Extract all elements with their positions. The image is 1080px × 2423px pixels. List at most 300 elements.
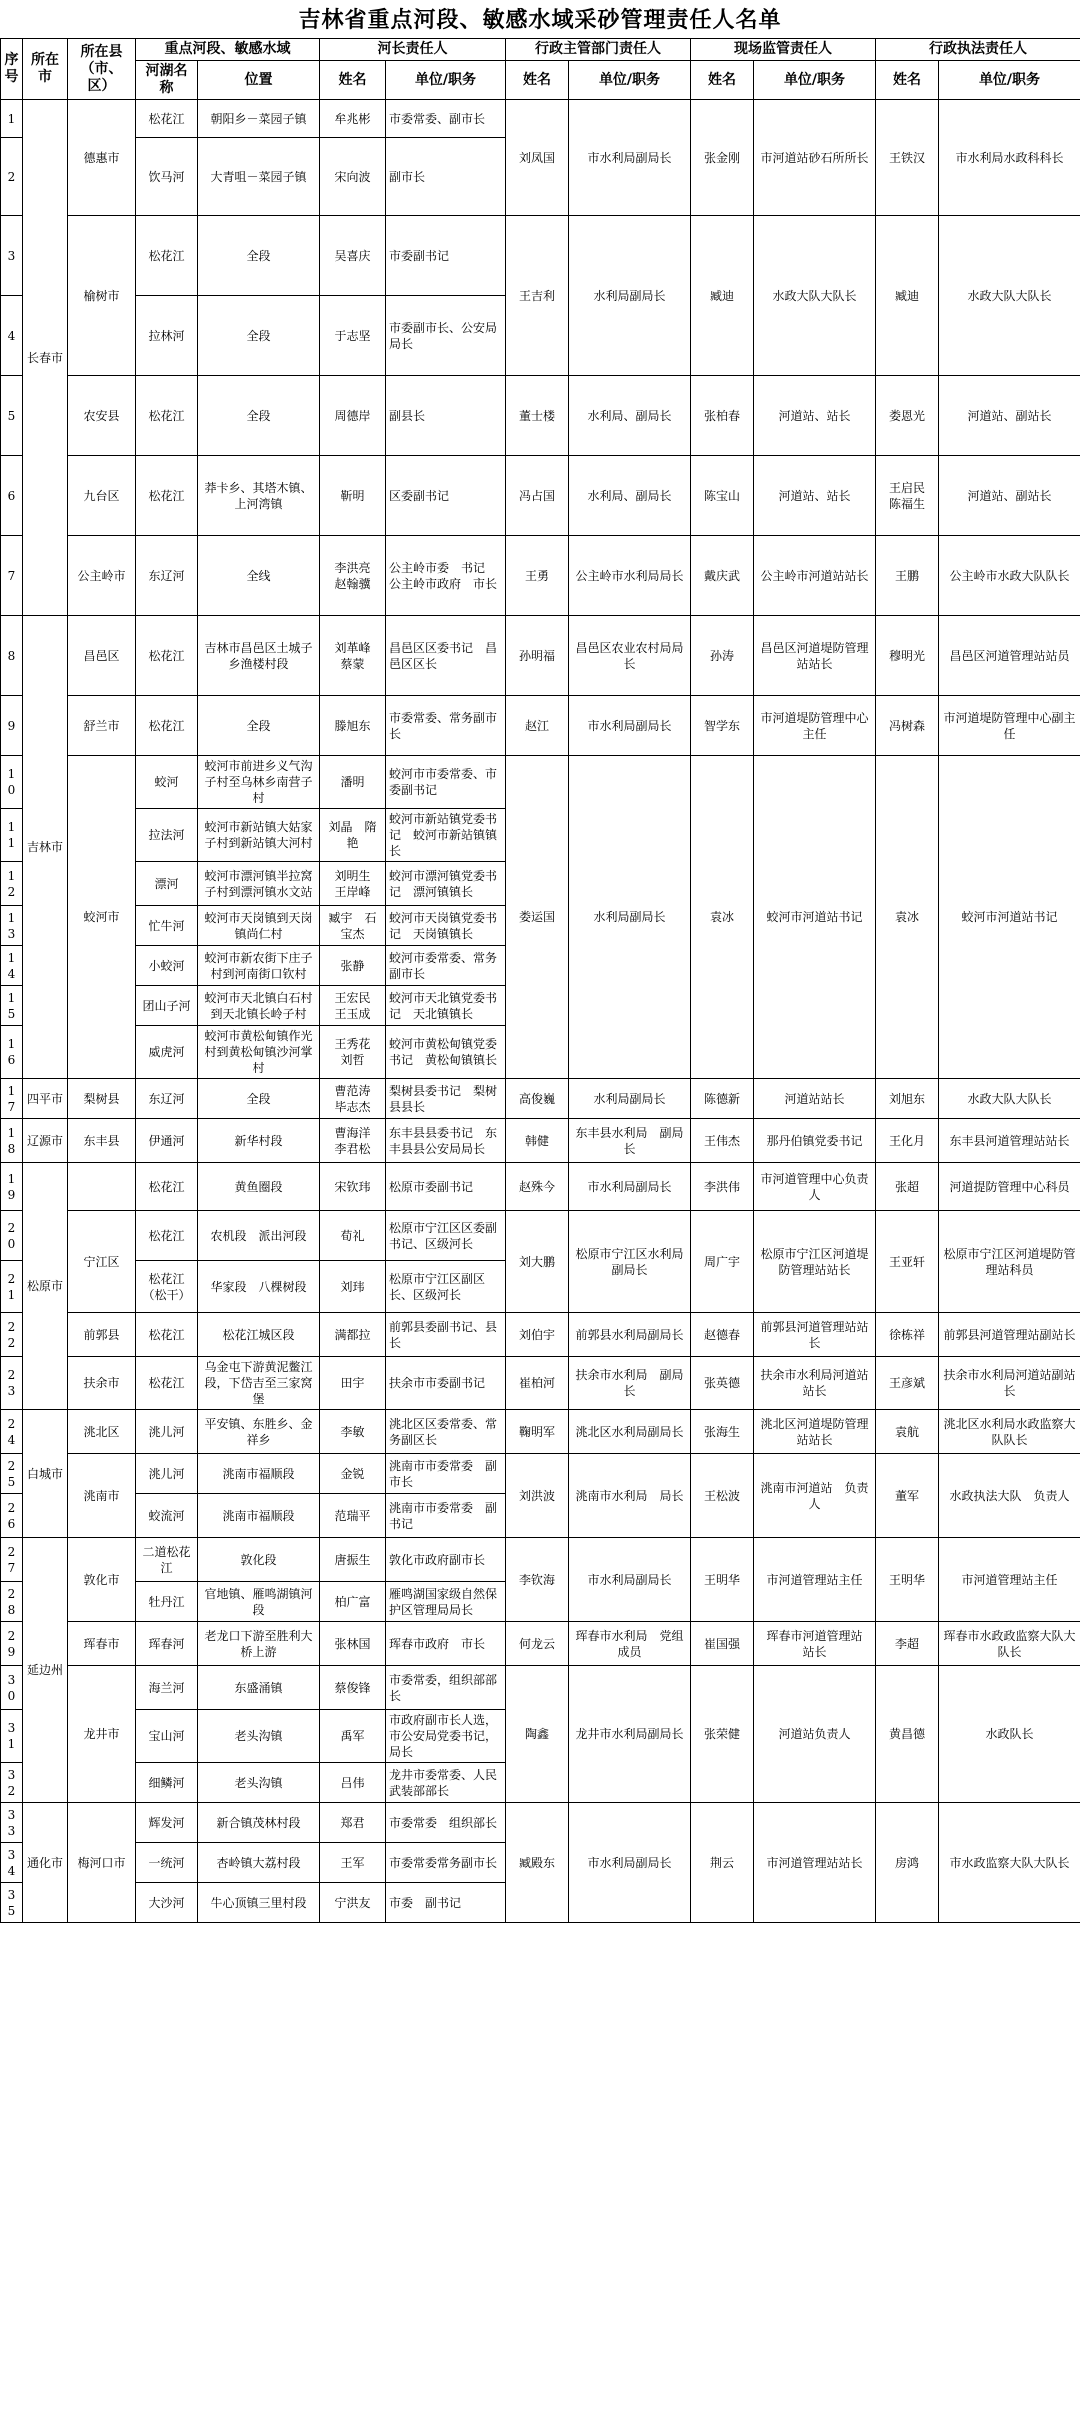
chief-unit-cell: 洮北区区委常委、常务副区长: [386, 1410, 506, 1454]
location-cell: 蛟河市黄松甸镇作光村到黄松甸镇沙河掌村: [198, 1026, 320, 1079]
chief-unit-cell: 区委副书记: [386, 456, 506, 536]
site-name-cell: 智学东: [691, 696, 754, 756]
enforce-name-cell: 王启民 陈福生: [876, 456, 939, 536]
county-cell: 梨树县: [68, 1079, 136, 1119]
location-cell: 全段: [198, 216, 320, 296]
admin-unit-cell: 市水利局副局长: [569, 1538, 691, 1622]
admin-name-cell: 王吉利: [506, 216, 569, 376]
header-chief-name: 姓名: [320, 61, 386, 100]
seq-cell: 19: [1, 1163, 23, 1211]
site-unit-cell: 前郭县河道管理站站长: [754, 1313, 876, 1357]
river-name-cell: 饮马河: [136, 138, 198, 216]
river-name-cell: 松花江: [136, 1357, 198, 1410]
chief-name-cell: 宋向波: [320, 138, 386, 216]
chief-unit-cell: 蛟河市天北镇党委书记 天北镇镇长: [386, 986, 506, 1026]
enforce-unit-cell: 蛟河市河道站书记: [939, 756, 1080, 1079]
site-name-cell: 臧迪: [691, 216, 754, 376]
seq-cell: 9: [1, 696, 23, 756]
river-name-cell: 牡丹江: [136, 1582, 198, 1622]
enforce-name-cell: 袁航: [876, 1410, 939, 1454]
site-name-cell: 陈宝山: [691, 456, 754, 536]
county-cell: 扶余市: [68, 1357, 136, 1410]
header-river-name: 河湖名称: [136, 61, 198, 100]
location-cell: 全线: [198, 536, 320, 616]
enforce-unit-cell: 公主岭市水政大队队长: [939, 536, 1080, 616]
table-row: [1, 1454, 1080, 1494]
enforce-unit-cell: 水政大队大队长: [939, 1079, 1080, 1119]
admin-unit-cell: 市水利局副局长: [569, 100, 691, 216]
river-name-cell: 伊通河: [136, 1119, 198, 1163]
location-cell: 东盛涌镇: [198, 1666, 320, 1710]
chief-name-cell: 李敏: [320, 1410, 386, 1454]
location-cell: 老头沟镇: [198, 1710, 320, 1763]
site-unit-cell: 珲春市河道管理站 站长: [754, 1622, 876, 1666]
chief-unit-cell: 市委副市长、公安局局长: [386, 296, 506, 376]
admin-name-cell: 李钦海: [506, 1538, 569, 1622]
enforce-unit-cell: 市河道堤防管理中心副主任: [939, 696, 1080, 756]
seq-cell: 2: [1, 138, 23, 216]
location-cell: 全段: [198, 1079, 320, 1119]
site-unit-cell: 洮南市河道站 负责人: [754, 1454, 876, 1538]
seq-cell: 4: [1, 296, 23, 376]
chief-unit-cell: 东丰县县委书记 东丰县县公安局局长: [386, 1119, 506, 1163]
site-unit-cell: 昌邑区河道堤防管理站站长: [754, 616, 876, 696]
chief-name-cell: 牟兆彬: [320, 100, 386, 138]
chief-unit-cell: 蛟河市委常委、常务副市长: [386, 946, 506, 986]
location-cell: 洮南市福顺段: [198, 1454, 320, 1494]
chief-name-cell: 吴喜庆: [320, 216, 386, 296]
admin-name-cell: 孙明福: [506, 616, 569, 696]
chief-unit-cell: 蛟河市天岗镇党委书记 天岗镇镇长: [386, 906, 506, 946]
chief-name-cell: 滕旭东: [320, 696, 386, 756]
enforce-unit-cell: 东丰县河道管理站站长: [939, 1119, 1080, 1163]
chief-unit-cell: 蛟河市黄松甸镇党委书记 黄松甸镇镇长: [386, 1026, 506, 1079]
chief-name-cell: 刘玮: [320, 1261, 386, 1313]
seq-cell: 20: [1, 1211, 23, 1261]
chief-name-cell: 王军: [320, 1843, 386, 1883]
chief-name-cell: 柏广富: [320, 1582, 386, 1622]
site-name-cell: 张柏春: [691, 376, 754, 456]
seq-cell: 8: [1, 616, 23, 696]
header-admin-name: 姓名: [506, 61, 569, 100]
admin-unit-cell: 昌邑区农业农村局局长: [569, 616, 691, 696]
admin-name-cell: 娄运国: [506, 756, 569, 1079]
enforce-unit-cell: 松原市宁江区河道堤防管理站科员: [939, 1211, 1080, 1313]
seq-cell: 5: [1, 376, 23, 456]
admin-unit-cell: 洮南市水利局 局长: [569, 1454, 691, 1538]
site-unit-cell: 市河道管理站主任: [754, 1538, 876, 1622]
site-unit-cell: 河道站站长: [754, 1079, 876, 1119]
chief-unit-cell: 松原市宁江区副区长、区级河长: [386, 1261, 506, 1313]
chief-name-cell: 宁洪友: [320, 1883, 386, 1923]
table-row: [1, 756, 1080, 809]
enforce-unit-cell: 市河道管理站主任: [939, 1538, 1080, 1622]
enforce-name-cell: 臧迪: [876, 216, 939, 376]
river-name-cell: 松花江: [136, 100, 198, 138]
site-unit-cell: 松原市宁江区河道堤防管理站站长: [754, 1211, 876, 1313]
chief-name-cell: 刘革峰 蔡蒙: [320, 616, 386, 696]
table-row: [1, 1211, 1080, 1261]
admin-unit-cell: 市水利局副局长: [569, 696, 691, 756]
city-cell: 四平市: [23, 1079, 68, 1119]
seq-cell: 26: [1, 1494, 23, 1538]
site-name-cell: 张海生: [691, 1410, 754, 1454]
seq-cell: 3: [1, 216, 23, 296]
admin-name-cell: 赵江: [506, 696, 569, 756]
river-name-cell: 松花江: [136, 1163, 198, 1211]
chief-name-cell: 李洪亮 赵翰骥: [320, 536, 386, 616]
chief-unit-cell: 梨树县委书记 梨树县县长: [386, 1079, 506, 1119]
site-name-cell: 崔国强: [691, 1622, 754, 1666]
chief-unit-cell: 松原市宁江区区委副书记、区级河长: [386, 1211, 506, 1261]
chief-unit-cell: 市委 副书记: [386, 1883, 506, 1923]
enforce-name-cell: 王化月: [876, 1119, 939, 1163]
seq-cell: 18: [1, 1119, 23, 1163]
chief-name-cell: 蔡俊锋: [320, 1666, 386, 1710]
enforce-name-cell: 王鹏: [876, 536, 939, 616]
location-cell: 洮南市福顺段: [198, 1494, 320, 1538]
chief-unit-cell: 敦化市政府副市长: [386, 1538, 506, 1582]
chief-unit-cell: 蛟河市市委常委、市委副书记: [386, 756, 506, 809]
county-cell: 洮北区: [68, 1410, 136, 1454]
enforce-name-cell: 李超: [876, 1622, 939, 1666]
county-cell: 榆树市: [68, 216, 136, 376]
location-cell: 蛟河市前进乡义气沟子村至乌林乡南营子村: [198, 756, 320, 809]
table-row: [1, 1538, 1080, 1582]
enforce-name-cell: 穆明光: [876, 616, 939, 696]
county-cell: 梅河口市: [68, 1803, 136, 1923]
chief-unit-cell: 扶余市市委副书记: [386, 1357, 506, 1410]
chief-unit-cell: 松原市委副书记: [386, 1163, 506, 1211]
table-row: [1, 1357, 1080, 1410]
admin-unit-cell: 水利局、副局长: [569, 456, 691, 536]
chief-unit-cell: 市政府副市长人选，市公安局党委书记，局长: [386, 1710, 506, 1763]
chief-name-cell: 潘明: [320, 756, 386, 809]
location-cell: 全段: [198, 696, 320, 756]
chief-unit-cell: 洮南市市委常委 副市长: [386, 1454, 506, 1494]
admin-name-cell: 赵殊今: [506, 1163, 569, 1211]
county-cell: [68, 1163, 136, 1211]
location-cell: 蛟河市新农街下庄子村到河南街口钦村: [198, 946, 320, 986]
seq-cell: 33: [1, 1803, 23, 1843]
location-cell: 莽卡乡、其塔木镇、上河湾镇: [198, 456, 320, 536]
admin-name-cell: 王勇: [506, 536, 569, 616]
county-cell: 宁江区: [68, 1211, 136, 1313]
table-row: [1, 216, 1080, 296]
admin-unit-cell: 水利局副局长: [569, 1079, 691, 1119]
seq-cell: 21: [1, 1261, 23, 1313]
river-name-cell: 宝山河: [136, 1710, 198, 1763]
seq-cell: 22: [1, 1313, 23, 1357]
location-cell: 吉林市昌邑区土城子乡渔楼村段: [198, 616, 320, 696]
chief-unit-cell: 市委常委，组织部部长: [386, 1666, 506, 1710]
location-cell: 蛟河市漂河镇半拉窝子村到漂河镇水文站: [198, 862, 320, 906]
site-name-cell: 张金刚: [691, 100, 754, 216]
river-name-cell: 海兰河: [136, 1666, 198, 1710]
chief-name-cell: 田宇: [320, 1357, 386, 1410]
enforce-name-cell: 袁冰: [876, 756, 939, 1079]
admin-name-cell: 刘洪波: [506, 1454, 569, 1538]
river-name-cell: 拉法河: [136, 809, 198, 862]
seq-cell: 31: [1, 1710, 23, 1763]
admin-unit-cell: 东丰县水利局 副局长: [569, 1119, 691, 1163]
river-name-cell: 洮儿河: [136, 1454, 198, 1494]
site-unit-cell: 市河道站砂石所所长: [754, 100, 876, 216]
table-row: [1, 616, 1080, 696]
admin-name-cell: 刘伯宇: [506, 1313, 569, 1357]
location-cell: 牛心顶镇三里村段: [198, 1883, 320, 1923]
chief-unit-cell: 雁鸣湖国家级自然保护区管理局局长: [386, 1582, 506, 1622]
responsibility-table: [0, 38, 1080, 1923]
chief-name-cell: 范瑞平: [320, 1494, 386, 1538]
chief-name-cell: 王秀花 刘哲: [320, 1026, 386, 1079]
river-name-cell: 一统河: [136, 1843, 198, 1883]
seq-cell: 14: [1, 946, 23, 986]
river-name-cell: 大沙河: [136, 1883, 198, 1923]
chief-name-cell: 王宏民 王玉成: [320, 986, 386, 1026]
admin-name-cell: 董士楼: [506, 376, 569, 456]
enforce-name-cell: 徐栋祥: [876, 1313, 939, 1357]
enforce-name-cell: 张超: [876, 1163, 939, 1211]
site-unit-cell: 河道站负责人: [754, 1666, 876, 1803]
location-cell: 老龙口下游至胜利大桥上游: [198, 1622, 320, 1666]
chief-name-cell: 刘晶 隋艳: [320, 809, 386, 862]
river-name-cell: 松花江: [136, 376, 198, 456]
site-unit-cell: 河道站、站长: [754, 456, 876, 536]
river-name-cell: 洮儿河: [136, 1410, 198, 1454]
site-name-cell: 袁冰: [691, 756, 754, 1079]
county-cell: 洮南市: [68, 1454, 136, 1538]
city-cell: 延边州: [23, 1538, 68, 1803]
enforce-unit-cell: 水政队长: [939, 1666, 1080, 1803]
chief-name-cell: 宋钦玮: [320, 1163, 386, 1211]
header-chief-unit: 单位/职务: [386, 61, 506, 100]
admin-unit-cell: 珲春市水利局 党组成员: [569, 1622, 691, 1666]
header-seq: 序号: [1, 39, 23, 100]
chief-unit-cell: 市委常委常务副市长: [386, 1843, 506, 1883]
site-name-cell: 王伟杰: [691, 1119, 754, 1163]
header-city: 所在市: [23, 39, 68, 100]
location-cell: 官地镇、雁鸣湖镇河段: [198, 1582, 320, 1622]
county-cell: 公主岭市: [68, 536, 136, 616]
chief-unit-cell: 龙井市委常委、人民武装部部长: [386, 1763, 506, 1803]
river-name-cell: 松花江: [136, 456, 198, 536]
county-cell: 农安县: [68, 376, 136, 456]
river-name-cell: 松花江: [136, 616, 198, 696]
seq-cell: 12: [1, 862, 23, 906]
river-name-cell: 蛟河: [136, 756, 198, 809]
county-cell: 蛟河市: [68, 756, 136, 1079]
enforce-unit-cell: 水政大队大队长: [939, 216, 1080, 376]
location-cell: 敦化段: [198, 1538, 320, 1582]
chief-unit-cell: 公主岭市委 书记 公主岭市政府 市长: [386, 536, 506, 616]
river-name-cell: 拉林河: [136, 296, 198, 376]
site-name-cell: 戴庆武: [691, 536, 754, 616]
site-unit-cell: 河道站、站长: [754, 376, 876, 456]
chief-unit-cell: 市委常委 组织部长: [386, 1803, 506, 1843]
city-cell: 白城市: [23, 1410, 68, 1538]
site-name-cell: 张英德: [691, 1357, 754, 1410]
admin-unit-cell: 水利局副局长: [569, 756, 691, 1079]
seq-cell: 32: [1, 1763, 23, 1803]
enforce-unit-cell: 市水利局水政科科长: [939, 100, 1080, 216]
seq-cell: 34: [1, 1843, 23, 1883]
enforce-unit-cell: 洮北区水利局水政监察大队队长: [939, 1410, 1080, 1454]
admin-unit-cell: 龙井市水利局副局长: [569, 1666, 691, 1803]
site-unit-cell: 公主岭市河道站站长: [754, 536, 876, 616]
river-name-cell: 小蛟河: [136, 946, 198, 986]
header-section-group: 重点河段、敏感水域: [136, 39, 320, 61]
admin-name-cell: 何龙云: [506, 1622, 569, 1666]
chief-unit-cell: 珲春市政府 市长: [386, 1622, 506, 1666]
seq-cell: 13: [1, 906, 23, 946]
river-name-cell: 松花江: [136, 696, 198, 756]
chief-unit-cell: 副市长: [386, 138, 506, 216]
river-name-cell: 团山子河: [136, 986, 198, 1026]
table-row: [1, 1622, 1080, 1666]
table-row: [1, 376, 1080, 456]
seq-cell: 15: [1, 986, 23, 1026]
river-name-cell: 松花江: [136, 1211, 198, 1261]
county-cell: 德惠市: [68, 100, 136, 216]
site-unit-cell: 扶余市水利局河道站站长: [754, 1357, 876, 1410]
location-cell: 乌金屯下游黄泥鳖江段，下岱吉至三家窝堡: [198, 1357, 320, 1410]
river-name-cell: 蛟流河: [136, 1494, 198, 1538]
river-name-cell: 松花江（松干）: [136, 1261, 198, 1313]
county-cell: 珲春市: [68, 1622, 136, 1666]
admin-name-cell: 高俊巍: [506, 1079, 569, 1119]
county-cell: 前郭县: [68, 1313, 136, 1357]
location-cell: 老头沟镇: [198, 1763, 320, 1803]
enforce-unit-cell: 昌邑区河道管理站站员: [939, 616, 1080, 696]
admin-unit-cell: 市水利局副局长: [569, 1803, 691, 1923]
header-river-chief-group: 河长责任人: [320, 39, 506, 61]
enforce-unit-cell: 河道站、副站长: [939, 456, 1080, 536]
enforce-name-cell: 房鸿: [876, 1803, 939, 1923]
river-name-cell: 东辽河: [136, 536, 198, 616]
site-unit-cell: 市河道堤防管理中心主任: [754, 696, 876, 756]
chief-unit-cell: 市委常委、副市长: [386, 100, 506, 138]
chief-name-cell: 曹范涛 毕志杰: [320, 1079, 386, 1119]
header-enforce-name: 姓名: [876, 61, 939, 100]
seq-cell: 6: [1, 456, 23, 536]
seq-cell: 1: [1, 100, 23, 138]
river-name-cell: 东辽河: [136, 1079, 198, 1119]
site-unit-cell: 蛟河市河道站书记: [754, 756, 876, 1079]
chief-unit-cell: 前郭县委副书记、县长: [386, 1313, 506, 1357]
location-cell: 朝阳乡－菜园子镇: [198, 100, 320, 138]
site-unit-cell: 那丹伯镇党委书记: [754, 1119, 876, 1163]
seq-cell: 24: [1, 1410, 23, 1454]
admin-unit-cell: 洮北区水利局副局长: [569, 1410, 691, 1454]
site-name-cell: 荆云: [691, 1803, 754, 1923]
header-admin-group: 行政主管部门责任人: [506, 39, 691, 61]
seq-cell: 27: [1, 1538, 23, 1582]
table-row: [1, 536, 1080, 616]
river-name-cell: 漂河: [136, 862, 198, 906]
city-cell: 吉林市: [23, 616, 68, 1079]
chief-unit-cell: 蛟河市漂河镇党委书记 漂河镇镇长: [386, 862, 506, 906]
site-name-cell: 张荣健: [691, 1666, 754, 1803]
admin-unit-cell: 水利局副局长: [569, 216, 691, 376]
admin-unit-cell: 松原市宁江区水利局副局长: [569, 1211, 691, 1313]
table-row: [1, 1803, 1080, 1843]
enforce-unit-cell: 扶余市水利局河道站副站长: [939, 1357, 1080, 1410]
seq-cell: 28: [1, 1582, 23, 1622]
river-name-cell: 辉发河: [136, 1803, 198, 1843]
enforce-name-cell: 黄昌德: [876, 1666, 939, 1803]
site-unit-cell: 洮北区河道堤防管理站站长: [754, 1410, 876, 1454]
chief-name-cell: 靳明: [320, 456, 386, 536]
admin-name-cell: 臧殿东: [506, 1803, 569, 1923]
county-cell: 敦化市: [68, 1538, 136, 1622]
seq-cell: 17: [1, 1079, 23, 1119]
table-row: [1, 1313, 1080, 1357]
chief-name-cell: 郑君: [320, 1803, 386, 1843]
enforce-name-cell: 娄恩光: [876, 376, 939, 456]
admin-unit-cell: 市水利局副局长: [569, 1163, 691, 1211]
header-location: 位置: [198, 61, 320, 100]
chief-unit-cell: 洮南市市委常委 副书记: [386, 1494, 506, 1538]
river-name-cell: 忙牛河: [136, 906, 198, 946]
enforce-name-cell: 王彦斌: [876, 1357, 939, 1410]
river-name-cell: 细鳞河: [136, 1763, 198, 1803]
city-cell: 长春市: [23, 100, 68, 616]
table-body: [1, 100, 1080, 1923]
header-site-group: 现场监管责任人: [691, 39, 876, 61]
chief-name-cell: 臧宇 石宝杰: [320, 906, 386, 946]
chief-unit-cell: 蛟河市新站镇党委书记 蛟河市新站镇镇长: [386, 809, 506, 862]
admin-name-cell: 陶鑫: [506, 1666, 569, 1803]
chief-name-cell: 刘明生 王岸峰: [320, 862, 386, 906]
enforce-unit-cell: 前郭县河道管理站副站长: [939, 1313, 1080, 1357]
site-name-cell: 李洪伟: [691, 1163, 754, 1211]
table-row: [1, 1119, 1080, 1163]
chief-name-cell: 周德岸: [320, 376, 386, 456]
admin-name-cell: 刘大鹏: [506, 1211, 569, 1313]
location-cell: 新合镇茂林村段: [198, 1803, 320, 1843]
enforce-unit-cell: 河道站、副站长: [939, 376, 1080, 456]
seq-cell: 16: [1, 1026, 23, 1079]
river-name-cell: 松花江: [136, 1313, 198, 1357]
admin-name-cell: 刘凤国: [506, 100, 569, 216]
location-cell: 杏岭镇大荔村段: [198, 1843, 320, 1883]
seq-cell: 25: [1, 1454, 23, 1494]
header-enforce-group: 行政执法责任人: [876, 39, 1080, 61]
county-cell: 舒兰市: [68, 696, 136, 756]
chief-name-cell: 吕伟: [320, 1763, 386, 1803]
admin-name-cell: 韩健: [506, 1119, 569, 1163]
city-cell: 辽源市: [23, 1119, 68, 1163]
county-cell: 九台区: [68, 456, 136, 536]
site-unit-cell: 市河道管理中心负责人: [754, 1163, 876, 1211]
location-cell: 全段: [198, 296, 320, 376]
chief-name-cell: 张林国: [320, 1622, 386, 1666]
location-cell: 农机段 派出河段: [198, 1211, 320, 1261]
county-cell: 龙井市: [68, 1666, 136, 1803]
enforce-unit-cell: 水政执法大队 负责人: [939, 1454, 1080, 1538]
seq-cell: 30: [1, 1666, 23, 1710]
county-cell: 东丰县: [68, 1119, 136, 1163]
seq-cell: 35: [1, 1883, 23, 1923]
chief-name-cell: 于志坚: [320, 296, 386, 376]
admin-unit-cell: 水利局、副局长: [569, 376, 691, 456]
river-name-cell: 珲春河: [136, 1622, 198, 1666]
chief-unit-cell: 副县长: [386, 376, 506, 456]
seq-cell: 11: [1, 809, 23, 862]
header-county: 所在县（市、区）: [68, 39, 136, 100]
enforce-unit-cell: 市水政监察大队大队长: [939, 1803, 1080, 1923]
